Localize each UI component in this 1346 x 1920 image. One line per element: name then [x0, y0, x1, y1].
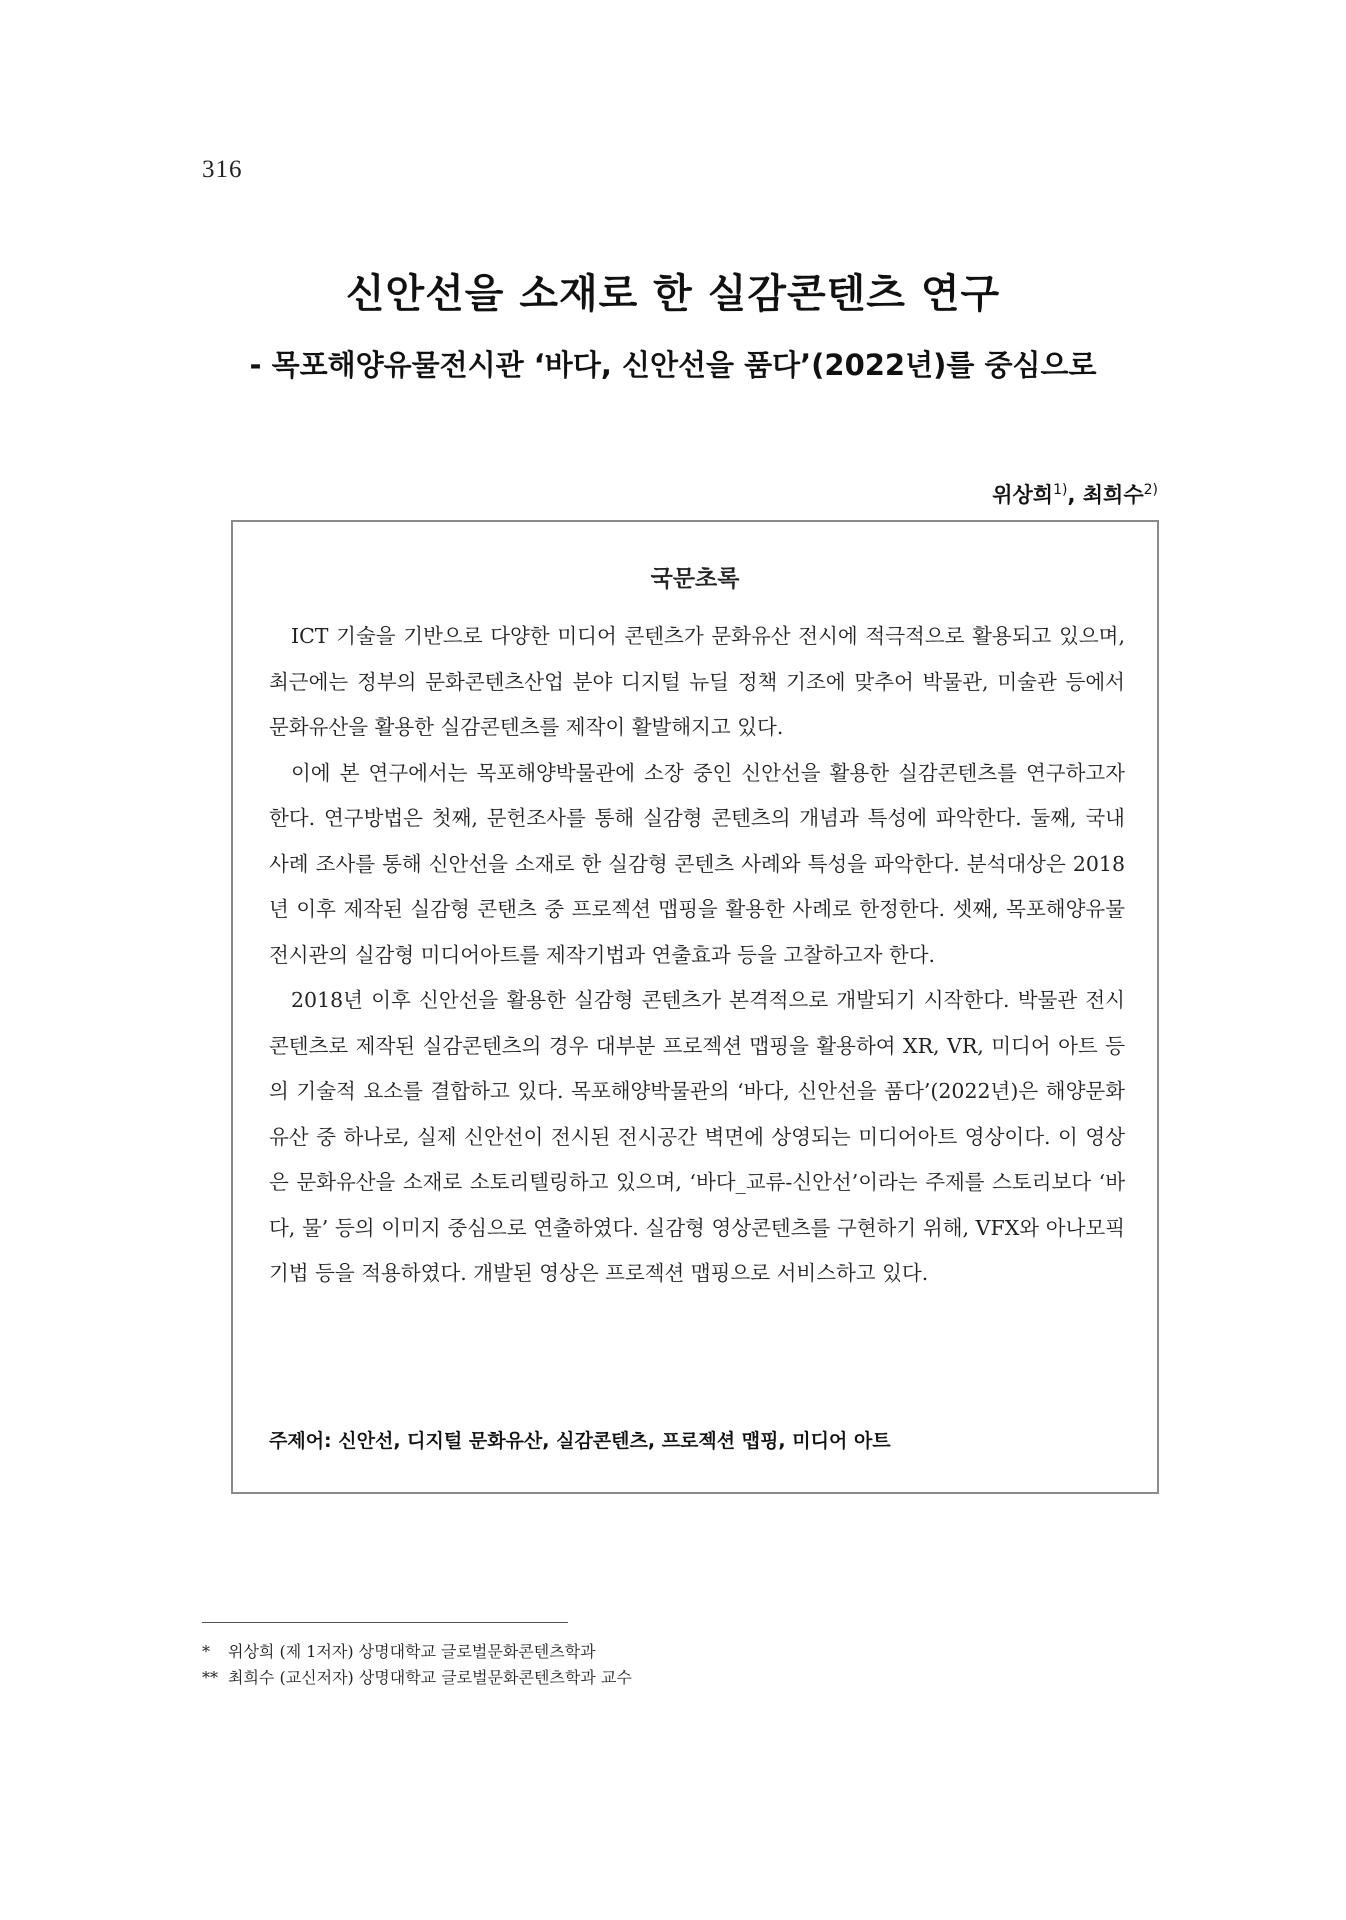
author-name-1: 위상희 — [992, 483, 1054, 507]
abstract-paragraph-2: 이에 본 연구에서는 목포해양박물관에 소장 중인 신안선을 활용한 실감콘텐츠를 연구하고자 한다. 연구방법은 첫째, 문헌조사를 통해 실감형 콘텐츠의 개념과 특성에 파악한다. 둘째, 국내 사례 조사를 통해 신안선을 소재로 한 실감형 콘텐츠 사례와 특성을 파악한다. 분석대상은 2018년 이후 제작된 실감형 콘탠츠 중 프로젝션 맵핑을 활용한 사례로 한정한다. 셋째, 목포해양유물전시관의 실감형 미디어아트를 제작기법과 연출효과 등을 고찰하고자 한다. — [269, 760, 1125, 967]
author-line — [992, 479, 1158, 509]
footnote-text: 위상희 (제 1저자) 상명대학교 글로벌문화콘텐츠학과 — [228, 1642, 596, 1661]
paper-subtitle: - 목포해양유물전시관 ‘바다, 신안선을 품다’(2022년)를 중심으로 — [249, 348, 1097, 382]
footnote-item — [202, 1639, 632, 1665]
author-separator: , — [1067, 483, 1083, 507]
footnotes — [202, 1639, 632, 1691]
footnote-divider — [202, 1622, 568, 1623]
paper-title: 신안선을 소재로 한 실감콘텐츠 연구 — [345, 271, 1001, 317]
footnote-item — [202, 1665, 632, 1691]
author-footnote-ref-1[interactable]: 1) — [1053, 482, 1068, 498]
footnote-text: 최희수 (교신저자) 상명대학교 글로벌문화콘텐츠학과 교수 — [228, 1668, 632, 1687]
abstract-body — [269, 614, 1125, 1297]
page-number: 316 — [202, 156, 243, 183]
abstract-heading: 국문초록 — [650, 566, 740, 592]
keywords: 주제어: 신안선, 디지털 문화유산, 실감콘텐츠, 프로젝션 맵핑, 미디어 아트 — [269, 1430, 891, 1452]
abstract-box — [231, 520, 1159, 1494]
abstract-paragraph-3: 2018년 이후 신안선을 활용한 실감형 콘텐츠가 본격적으로 개발되기 시작한다. 박물관 전시 콘텐츠로 제작된 실감콘텐츠의 경우 대부분 프로젝션 맵핑을 활용하여 XR, VR, 미디어 아트 등의 기술적 요소를 결합하고 있다. 목포해양박물관의 ‘바다, 신안선을 품다’(2022년)은 해양문화유산 중 하나로, 실제 신안선이 전시된 전시공간 벽면에 상영되는 미디어아트 영상이다. 이 영상은 문화유산을 소재로 소토리텔링하고 있으며, ‘바다_교류-신안선’이라는 주제를 스토리보다 ‘바다, 물’ 등의 이미지 중심으로 연출하였다. 실감형 영상콘텐츠를 구현하기 위해, VFX와 아나모픽 기법 등을 적용하였다. 개발된 영상은 프로젝션 맵핑으로 서비스하고 있다. — [269, 988, 1125, 1285]
footnote-mark: ** — [202, 1668, 218, 1687]
abstract-paragraph-1: ICT 기술을 기반으로 다양한 미디어 콘텐츠가 문화유산 전시에 적극적으로 활용되고 있으며, 최근에는 정부의 문화콘텐츠산업 분야 디지털 뉴딜 정책 기조에 맞추어 박물관, 미술관 등에서 문화유산을 활용한 실감콘텐츠를 제작이 활발해지고 있다. — [269, 624, 1125, 739]
author-footnote-ref-2[interactable]: 2) — [1143, 482, 1158, 498]
author-name-2: 최희수 — [1082, 483, 1144, 507]
footnote-mark: * — [202, 1642, 210, 1661]
